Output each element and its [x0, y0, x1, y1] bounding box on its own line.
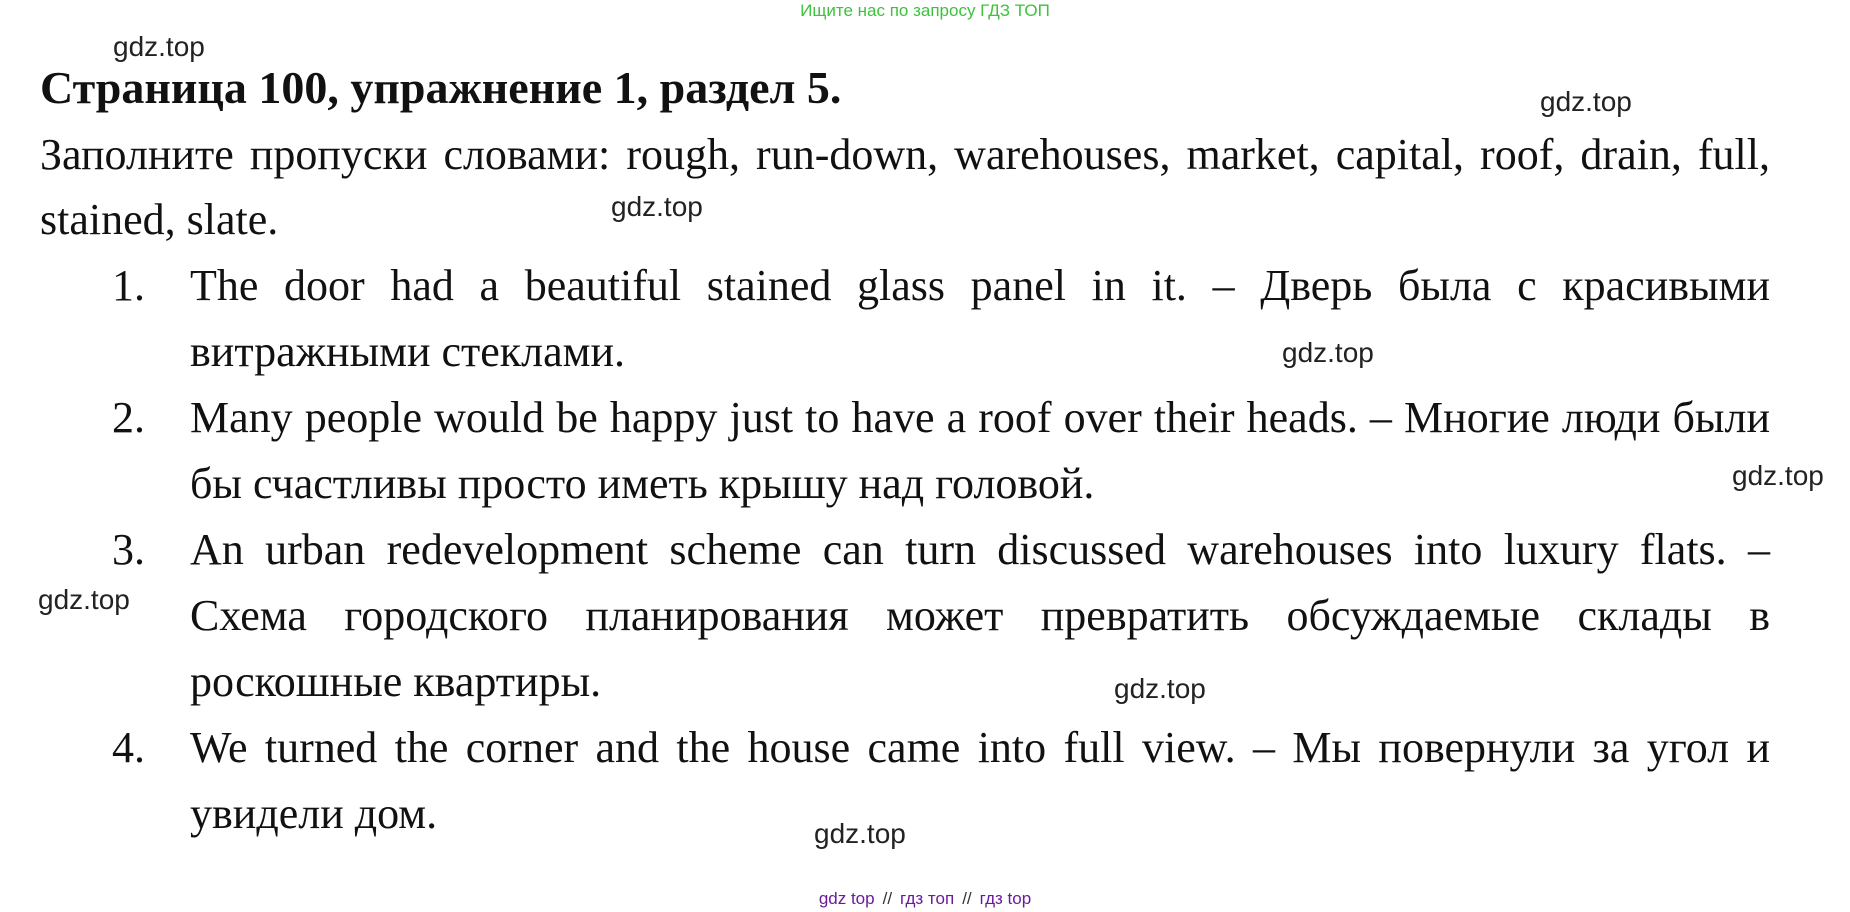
- list-item: [40, 517, 1770, 715]
- watermark: gdz.top: [814, 818, 906, 849]
- item-number: 4.: [112, 723, 145, 772]
- list-item: [40, 385, 1770, 517]
- watermark: gdz.top: [611, 191, 703, 222]
- list-item: [40, 715, 1770, 847]
- item-text: We turned the corner and the house came into full view. – Мы повернули за угол и увидели дом.: [190, 723, 1770, 838]
- instruction-text: Заполните пропуски словами: rough, run-down, warehouses, market, capital, roof, drain, full, stained, slate.: [40, 130, 1770, 244]
- item-text: Many people would be happy just to have a roof over their heads. – Многие люди были бы счастливы просто иметь крышу над головой.: [190, 393, 1770, 508]
- item-number: 1.: [112, 261, 145, 310]
- watermark: gdz.top: [1540, 86, 1632, 117]
- watermark: gdz.top: [1114, 673, 1206, 704]
- watermark: gdz.top: [38, 584, 130, 615]
- page-title: Страница 100, упражнение 1, раздел 5.: [40, 62, 842, 113]
- watermark: gdz.top: [113, 31, 205, 62]
- bottom-links: [0, 888, 1850, 910]
- link-gdz-top-ru[interactable]: гдз топ: [900, 889, 955, 908]
- separator: //: [962, 889, 972, 908]
- item-number: 3.: [112, 525, 145, 574]
- answers-list: [40, 253, 1770, 847]
- link-gdz-top-mixed[interactable]: гдз top: [979, 889, 1032, 908]
- item-number: 2.: [112, 393, 145, 442]
- link-gdz-top[interactable]: gdz top: [818, 889, 875, 908]
- separator: //: [882, 889, 893, 908]
- watermark: gdz.top: [1732, 460, 1824, 491]
- top-banner[interactable]: Ищите нас по запросу ГДЗ ТОП: [800, 1, 1050, 20]
- item-text: The door had a beautiful stained glass panel in it. – Дверь была с красивыми витражными стеклами.: [190, 261, 1770, 376]
- watermark: gdz.top: [1282, 337, 1374, 368]
- list-item: [40, 253, 1770, 385]
- item-text: An urban redevelopment scheme can turn discussed warehouses into luxury flats. – Схема городского планирования может превратить обсуждаемые склады в роскошные квартиры.: [190, 525, 1770, 706]
